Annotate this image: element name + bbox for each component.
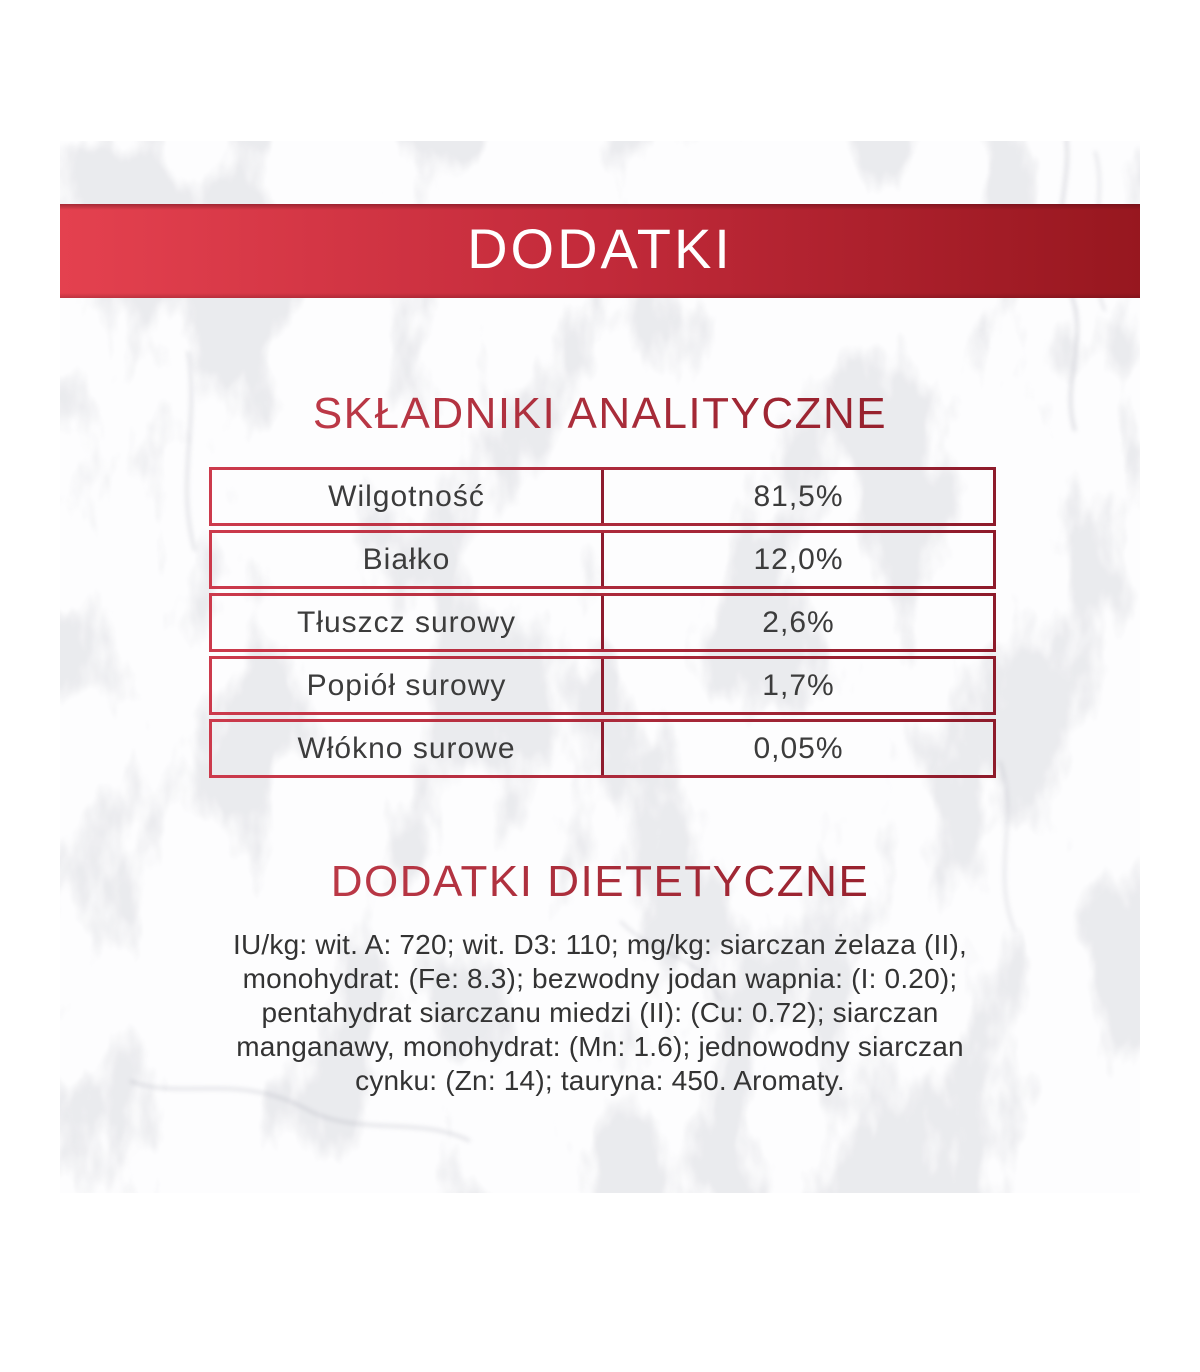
row-value: 0,05% <box>753 731 844 765</box>
table-row <box>209 530 996 589</box>
dietary-heading: DODATKI DIETETYCZNE <box>0 860 1200 904</box>
row-value: 81,5% <box>753 479 844 513</box>
analytical-heading: SKŁADNIKI ANALITYCZNE <box>0 392 1200 436</box>
table-row <box>209 656 996 715</box>
row-label: Tłuszcz surowy <box>296 605 517 639</box>
row-label: Popiół surowy <box>306 668 507 702</box>
analytical-table <box>209 467 996 778</box>
section-banner <box>60 204 1140 298</box>
table-row <box>209 467 996 526</box>
row-value: 1,7% <box>762 668 835 702</box>
row-value: 2,6% <box>762 605 835 639</box>
row-value: 12,0% <box>753 542 844 576</box>
banner-title: DODATKI <box>467 217 733 280</box>
table-row <box>209 593 996 652</box>
row-label: Wilgotność <box>328 479 485 513</box>
table-row <box>209 719 996 778</box>
dietary-text: IU/kg: wit. A: 720; wit. D3: 110; mg/kg: siarczan żelaza (II), monohydrat: (Fe: 8.3); bezwodny jodan wapnia: (I: 0.20); pentahydrat siarczanu miedzi (II): (Cu: 0.72); siarczan manganawy, monohydrat: (Mn: 1.6); jednowodny siarczan cynku: (Zn: 14); tauryna: 450. Aromaty. <box>233 929 967 1096</box>
row-label: Białko <box>362 542 451 576</box>
row-label: Włókno surowe <box>297 731 516 765</box>
